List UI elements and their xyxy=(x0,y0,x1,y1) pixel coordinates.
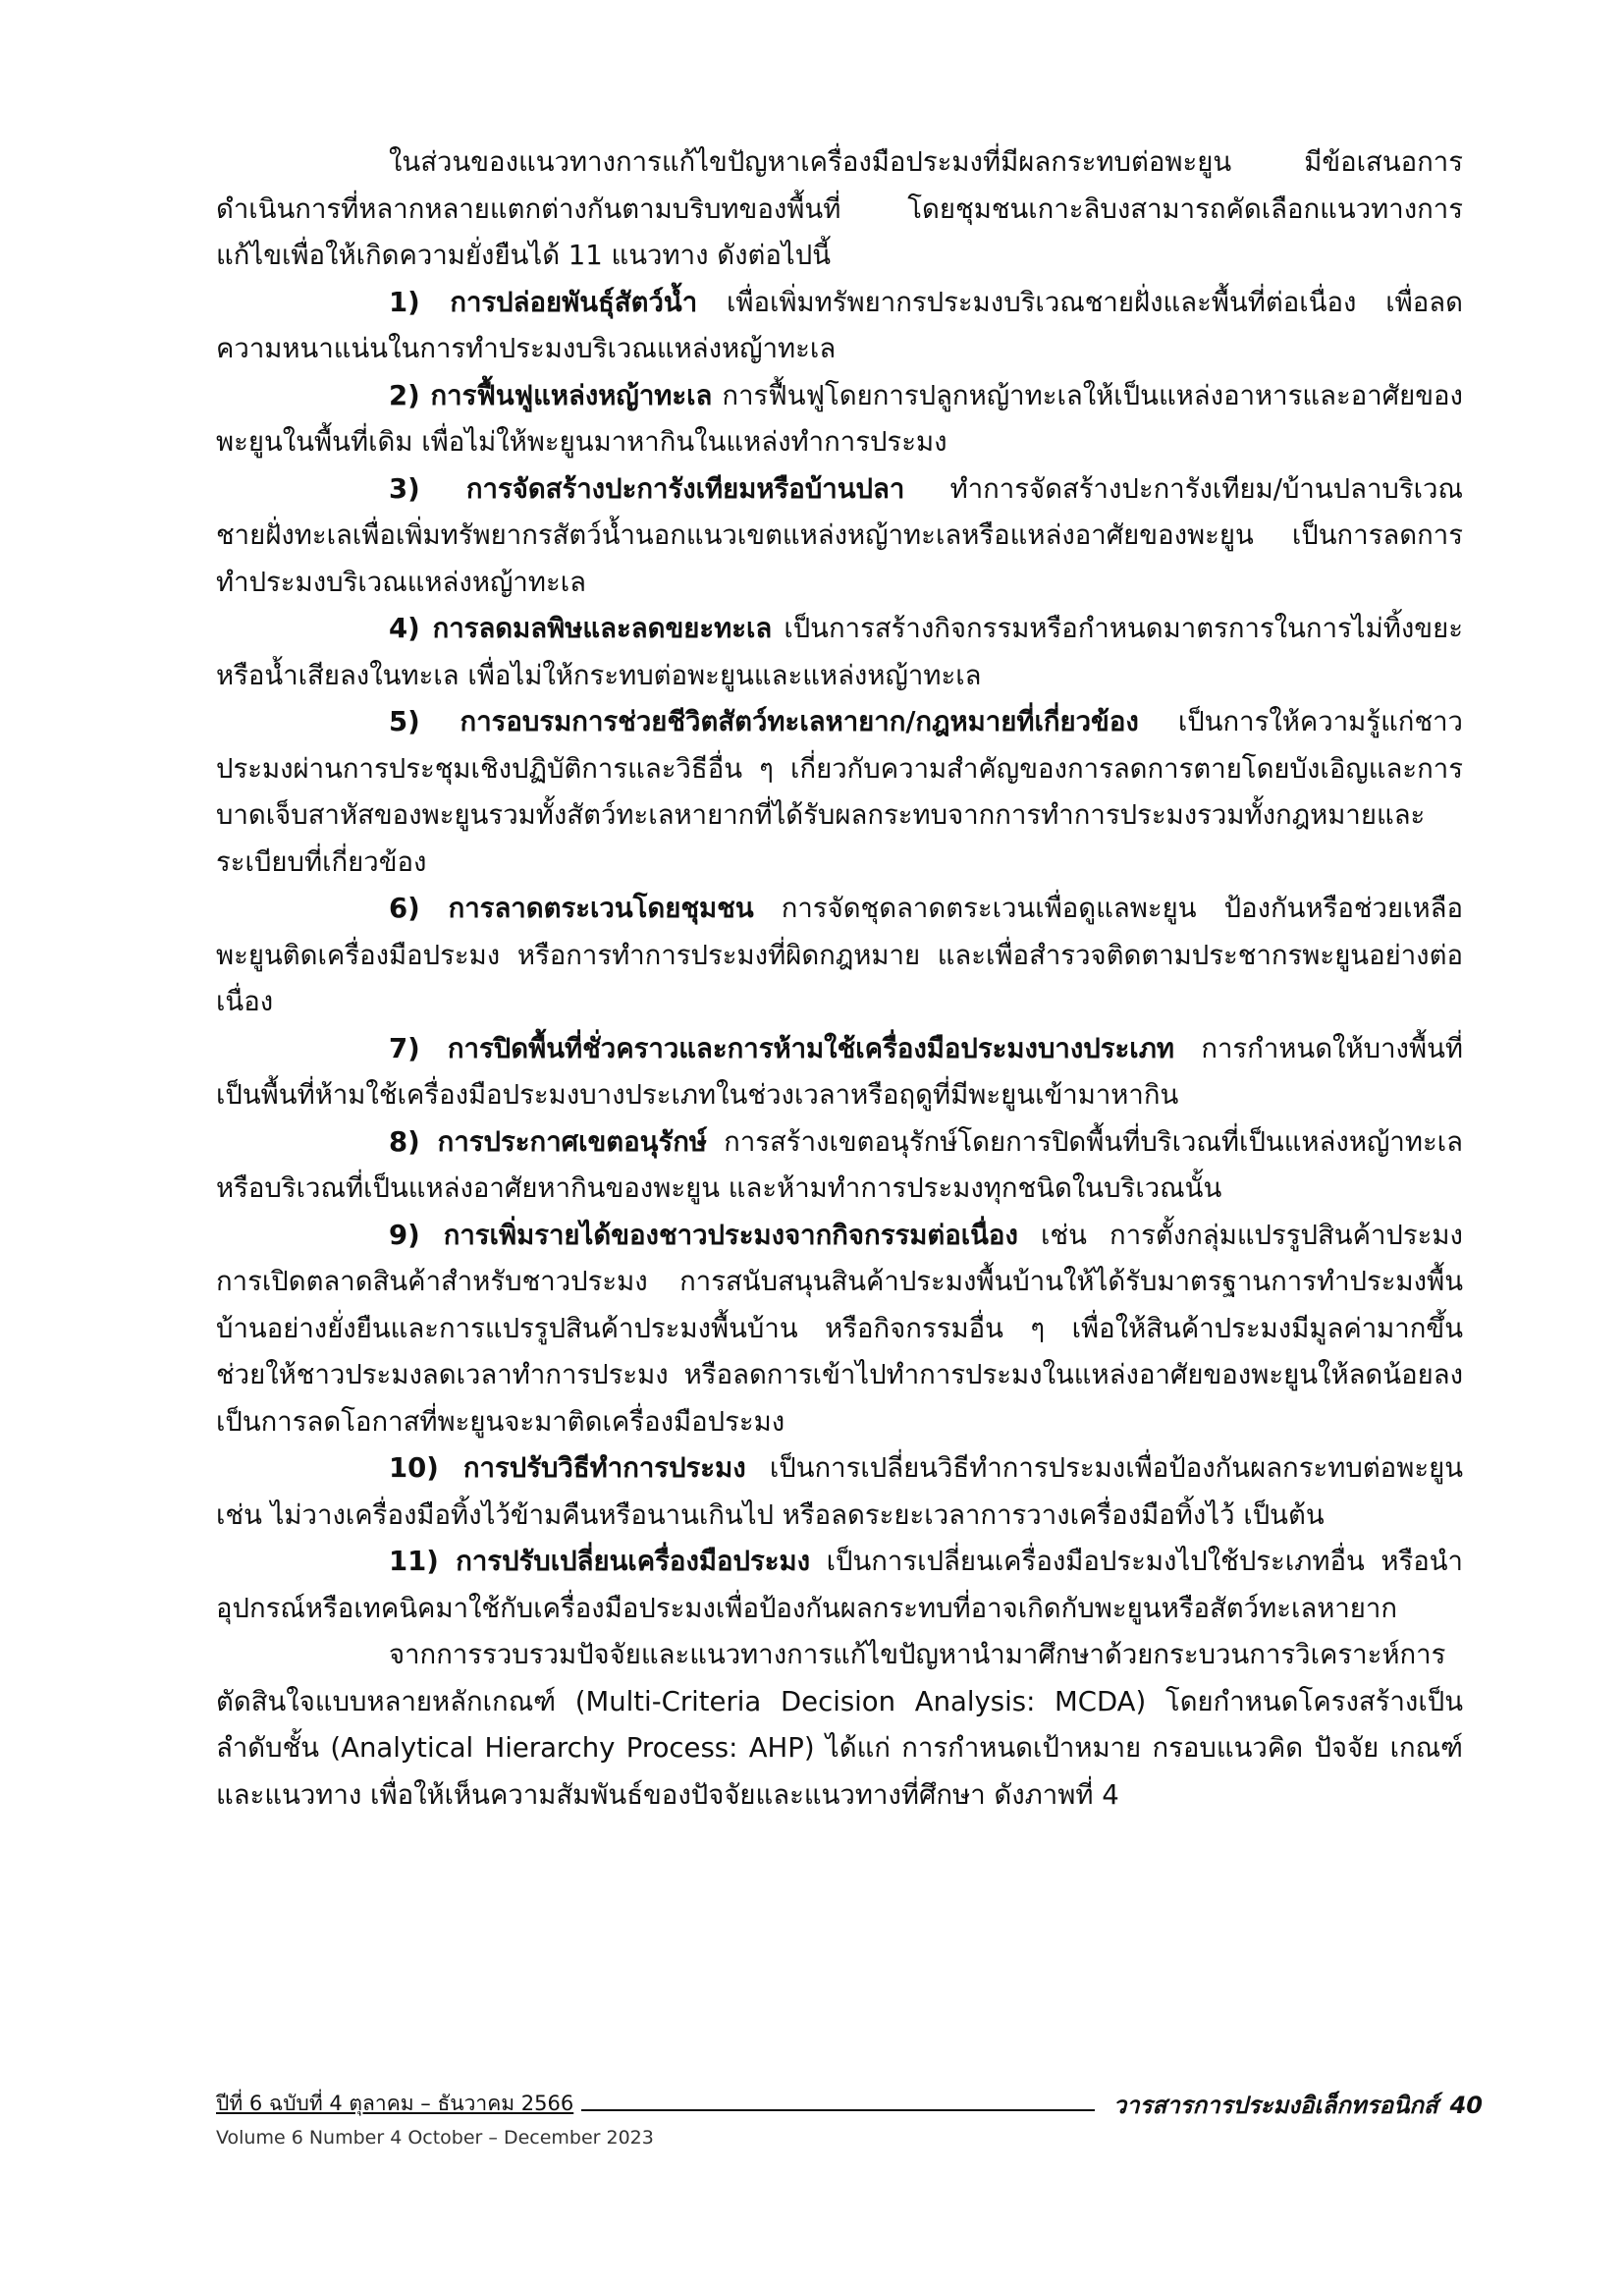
paragraph-item-11: 11) การปรับเปลี่ยนเครื่องมือประมง เป็นการเปลี่ยนเครื่องมือประมงไปใช้ประเภทอื่น หรือนำอุปกรณ์หรือเทคนิคมาใช้กับเครื่องมือประมงเพื่อป้องกันผลกระทบที่อาจเกิดกับพะยูนหรือสัตว์ทะเลหายาก xyxy=(216,1546,1463,1624)
item-heading: 5) การอบรมการช่วยชีวิตสัตว์ทะเลหายาก/กฎหมายที่เกี่ยวข้อง xyxy=(389,706,1139,737)
item-heading: 11) การปรับเปลี่ยนเครื่องมือประมง xyxy=(389,1546,811,1577)
item-heading: 9) การเพิ่มรายได้ของชาวประมงจากกิจกรรมต่อเนื่อง xyxy=(389,1219,1018,1251)
paragraph-conclusion: จากการรวบรวมปัจจัยและแนวทางการแก้ไขปัญหานำมาศึกษาด้วยกระบวนการวิเคราะห์การตัดสินใจแบบหลายหลักเกณฑ์ (Multi-Criteria Decision Analysis: MCDA) โดยกำหนดโครงสร้างเป็นลำดับชั้น (Analytical Hierarchy Process: AHP) ได้แก่ การกำหนดเป้าหมาย กรอบแนวคิด ปัจจัย เกณฑ์ และแนวทาง เพื่อให้เห็นความสัมพันธ์ของปัจจัยและแนวทางที่ศึกษา ดังภาพที่ 4 xyxy=(216,1639,1463,1811)
paragraph-item-2: 2) การฟื้นฟูแหล่งหญ้าทะเล การฟื้นฟูโดยการปลูกหญ้าทะเลให้เป็นแหล่งอาหารและอาศัยของพะยูนในพื้นที่เดิม เพื่อไม่ให้พะยูนมาหากินในแหล่งทำการประมง xyxy=(216,379,1463,458)
page-number: 40 xyxy=(1449,2092,1483,2119)
issue-info-english: Volume 6 Number 4 October – December 2023 xyxy=(216,2127,654,2149)
journal-title xyxy=(1113,2086,1483,2124)
paragraph-item-1: 1) การปล่อยพันธุ์สัตว์น้ำ เพื่อเพิ่มทรัพยากรประมงบริเวณชายฝั่งและพื้นที่ต่อเนื่อง เพื่อลดความหนาแน่นในการทำประมงบริเวณแหล่งหญ้าทะเล xyxy=(216,286,1463,364)
item-heading: 3) การจัดสร้างปะการังเทียมหรือบ้านปลา xyxy=(389,472,905,505)
paragraph-item-6: 6) การลาดตระเวนโดยชุมชน การจัดชุดลาดตระเวนเพื่อดูแลพะยูน ป้องกันหรือช่วยเหลือพะยูนติดเครื่องมือประมง หรือการทำการประมงที่ผิดกฎหมาย และเพื่อสำรวจติดตามประชากรพะยูนอย่างต่อเนื่อง xyxy=(216,893,1463,1017)
item-heading: 6) การลาดตระเวนโดยชุมชน xyxy=(389,893,754,924)
item-heading: 8) การประกาศเขตอนุรักษ์ xyxy=(389,1125,708,1158)
paragraph-intro: ในส่วนของแนวทางการแก้ไขปัญหาเครื่องมือประมงที่มีผลกระทบต่อพะยูน มีข้อเสนอการดำเนินการที่หลากหลายแตกต่างกันตามบริบทของพื้นที่ โดยชุมชนเกาะลิบงสามารถคัดเลือกแนวทางการแก้ไขเพื่อให้เกิดความยั่งยืนได้ 11 แนวทาง ดังต่อไปนี้ xyxy=(216,146,1463,271)
item-heading: 1) การปล่อยพันธุ์สัตว์น้ำ xyxy=(389,286,698,318)
paragraph-item-10: 10) การปรับวิธีทำการประมง เป็นการเปลี่ยนวิธีทำการประมงเพื่อป้องกันผลกระทบต่อพะยูน เช่น ไม่วางเครื่องมือทิ้งไว้ข้ามคืนหรือนานเกินไป หรือลดระยะเวลาการวางเครื่องมือทิ้งไว้ เป็นต้น xyxy=(216,1452,1464,1531)
article-body xyxy=(216,139,1463,1819)
item-heading: 10) การปรับวิธีทำการประมง xyxy=(389,1452,746,1484)
page-footer xyxy=(216,2084,1483,2162)
issue-info-thai: ปีที่ 6 ฉบับที่ 4 ตุลาคม – ธันวาคม 2566 xyxy=(216,2088,581,2120)
paragraph-item-3: 3) การจัดสร้างปะการังเทียมหรือบ้านปลา ทำการจัดสร้างปะการังเทียม/บ้านปลาบริเวณชายฝั่งทะเลเพื่อเพิ่มทรัพยากรสัตว์น้ำนอกแนวเขตแหล่งหญ้าทะเลหรือแหล่งอาศัยของพะยูน เป็นการลดการทำประมงบริเวณแหล่งหญ้าทะเล xyxy=(216,472,1463,598)
item-heading: 7) การปิดพื้นที่ชั่วคราวและการห้ามใช้เครื่องมือประมงบางประเภท xyxy=(389,1032,1174,1064)
paragraph-item-8: 8) การประกาศเขตอนุรักษ์ การสร้างเขตอนุรักษ์โดยการปิดพื้นที่บริเวณที่เป็นแหล่งหญ้าทะเลหรือบริเวณที่เป็นแหล่งอาศัยหากินของพะยูน และห้ามทำการประมงทุกชนิดในบริเวณนั้น xyxy=(216,1125,1463,1204)
paragraph-item-7: 7) การปิดพื้นที่ชั่วคราวและการห้ามใช้เครื่องมือประมงบางประเภท การกำหนดให้บางพื้นที่เป็นพื้นที่ห้ามใช้เครื่องมือประมงบางประเภทในช่วงเวลาหรือฤดูที่มีพะยูนเข้ามาหากิน xyxy=(216,1032,1463,1111)
item-heading: 2) การฟื้นฟูแหล่งหญ้าทะเล xyxy=(389,379,713,411)
footer-top-row xyxy=(216,2084,1483,2123)
item-heading: 4) การลดมลพิษและลดขยะทะเล xyxy=(389,613,773,644)
paragraph-item-4: 4) การลดมลพิษและลดขยะทะเล เป็นการสร้างกิจกรรมหรือกำหนดมาตรการในการไม่ทิ้งขยะหรือน้ำเสียลงในทะเล เพื่อไม่ให้กระทบต่อพะยูนและแหล่งหญ้าทะเล xyxy=(216,613,1463,691)
paragraph-item-5: 5) การอบรมการช่วยชีวิตสัตว์ทะเลหายาก/กฎหมายที่เกี่ยวข้อง เป็นการให้ความรู้แก่ชาวประมงผ่านการประชุมเชิงปฏิบัติการและวิธีอื่น ๆ เกี่ยวกับความสำคัญของการลดการตายโดยบังเอิญและการบาดเจ็บสาหัสของพะยูนรวมทั้งสัตว์ทะเลหายากที่ได้รับผลกระทบจากการทำการประมงรวมทั้งกฎหมายและระเบียบที่เกี่ยวข้อง xyxy=(216,706,1463,878)
paragraph-item-9: 9) การเพิ่มรายได้ของชาวประมงจากกิจกรรมต่อเนื่อง เช่น การตั้งกลุ่มแปรรูปสินค้าประมง การเปิดตลาดสินค้าสำหรับชาวประมง การสนับสนุนสินค้าประมงพื้นบ้านให้ได้รับมาตรฐานการทำประมงพื้นบ้านอย่างยั่งยืนและการแปรรูปสินค้าประมงพื้นบ้าน หรือกิจกรรมอื่น ๆ เพื่อให้สินค้าประมงมีมูลค่ามากขึ้น ช่วยให้ชาวประมงลดเวลาทำการประมง หรือลดการเข้าไปทำการประมงในแหล่งอาศัยของพะยูนให้ลดน้อยลง เป็นการลดโอกาสที่พะยูนจะมาติดเครื่องมือประมง xyxy=(216,1219,1463,1438)
journal-name: วารสารการประมงอิเล็กทรอนิกส์ xyxy=(1112,2092,1438,2119)
